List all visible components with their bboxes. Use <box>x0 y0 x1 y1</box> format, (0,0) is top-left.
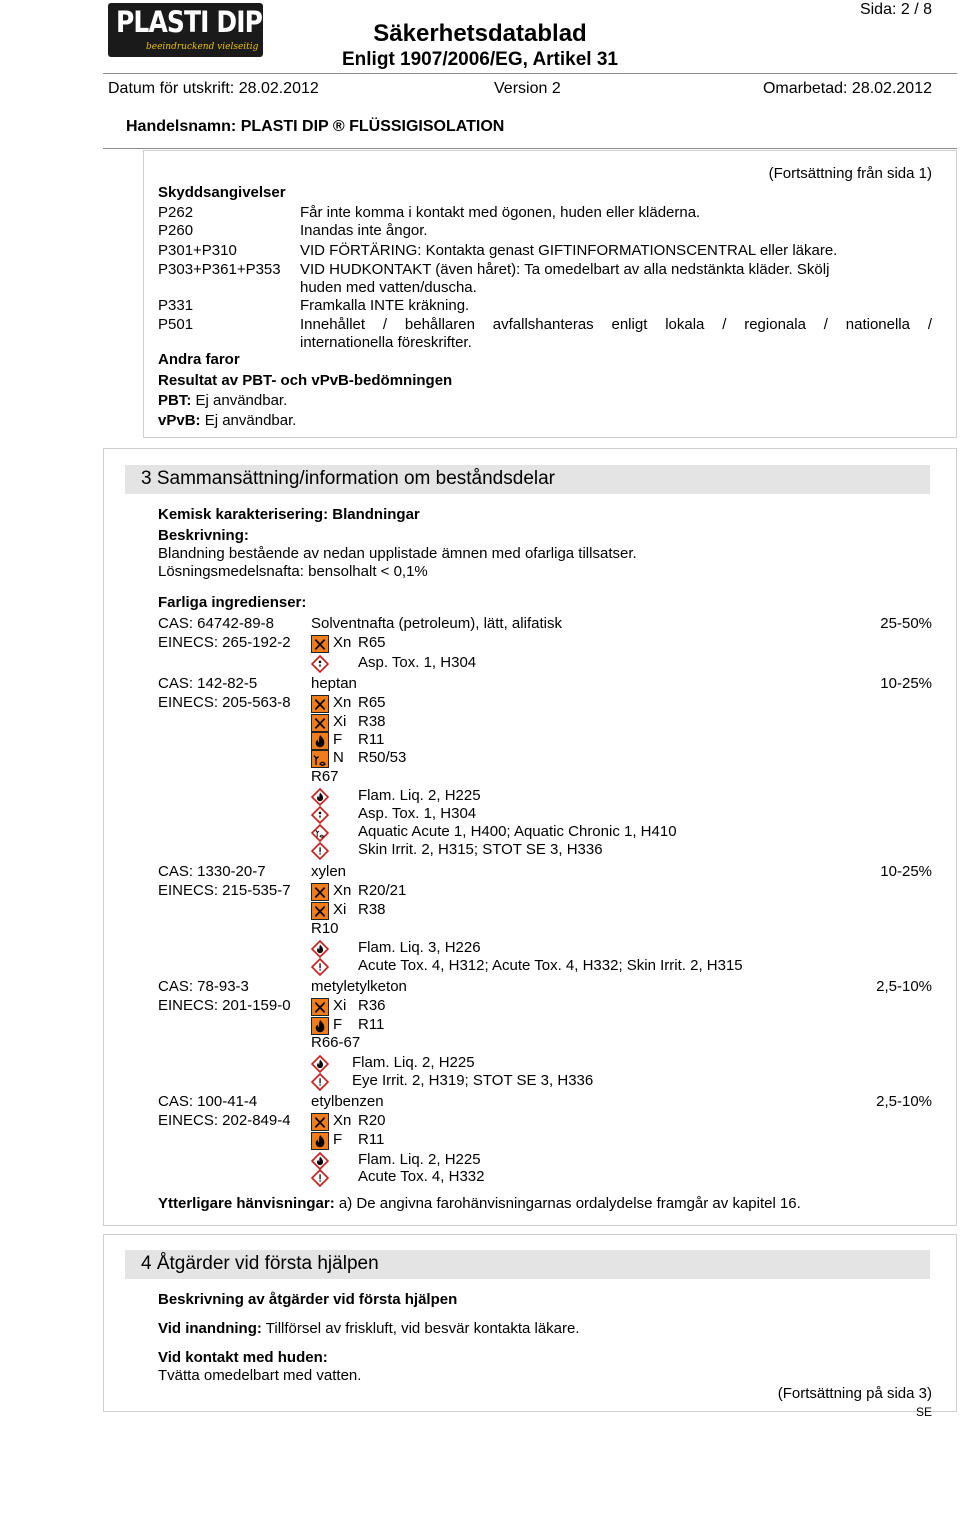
continued-to: (Fortsättning på sida 3) <box>777 1385 932 1402</box>
section-3-header <box>125 465 930 494</box>
dsd-code: N <box>333 749 344 766</box>
cas-number: CAS: 78-93-3 <box>158 978 249 995</box>
risk-phrase: R38 <box>358 713 386 730</box>
flame-icon <box>311 788 329 806</box>
logo-text: PLASTI DIP <box>116 5 263 39</box>
continued-from: (Fortsättning från sida 1) <box>768 165 932 182</box>
substance-name: Solventnafta (petroleum), lätt, alifatisk <box>311 615 562 632</box>
concentration: 2,5-10% <box>876 1093 932 1110</box>
flame-icon <box>311 1055 329 1073</box>
exclamation-icon <box>311 1073 329 1091</box>
einecs-number: EINECS: 215-535-7 <box>158 882 291 899</box>
vpvb-label: vPvB: <box>158 412 201 429</box>
extra-risk-phrase: R10 <box>311 920 339 937</box>
risk-phrase: R36 <box>358 997 386 1014</box>
einecs-number: EINECS: 205-563-8 <box>158 694 291 711</box>
vpvb-value: Ej användbar. <box>200 412 297 429</box>
substance-name: heptan <box>311 675 357 692</box>
inhalation-text: Tillförsel av friskluft, vid besvär kontakta läkare. <box>261 1320 580 1337</box>
concentration: 25-50% <box>880 615 932 632</box>
risk-phrase: R11 <box>358 1131 385 1148</box>
statement-code: P501 <box>158 316 194 333</box>
risk-phrase: R20 <box>358 1112 386 1129</box>
dsd-code: Xi <box>333 901 347 918</box>
further-label: Ytterligare hänvisningar: <box>158 1195 335 1212</box>
country-code: SE <box>915 1405 932 1419</box>
health-hazard-icon <box>311 655 329 673</box>
harmful-x-icon <box>311 902 329 920</box>
clp-classification: Flam. Liq. 2, H225 <box>358 1151 481 1168</box>
flame-icon <box>311 940 329 958</box>
environment-icon <box>311 824 329 842</box>
pbt-value: Ej användbar. <box>191 392 288 409</box>
einecs-number: EINECS: 201-159-0 <box>158 997 291 1014</box>
einecs-number: EINECS: 202-849-4 <box>158 1112 291 1129</box>
dsd-code: Xi <box>333 997 347 1014</box>
cas-number: CAS: 142-82-5 <box>158 675 258 692</box>
section-4-title: 4 Åtgärder vid första hjälpen <box>141 1253 379 1274</box>
statement-text: Inandas inte ångor. <box>300 222 428 239</box>
substance-name: etylbenzen <box>311 1093 384 1110</box>
concentration: 2,5-10% <box>876 978 932 995</box>
harmful-x-icon <box>311 714 329 732</box>
dsd-code: Xn <box>333 634 352 651</box>
skin-contact-label: Vid kontakt med huden: <box>158 1349 328 1366</box>
clp-classification: Skin Irrit. 2, H315; STOT SE 3, H336 <box>358 841 603 858</box>
clp-classification: Eye Irrit. 2, H319; STOT SE 3, H336 <box>352 1072 594 1089</box>
description-line-1: Blandning bestående av nedan upplistade ämnen med ofarliga tillsatser. <box>158 545 637 562</box>
chem-characterization: Kemisk karakterisering: Blandningar <box>158 506 420 523</box>
dsd-code: Xn <box>333 882 352 899</box>
logo-tagline: beeindruckend vielseitig <box>146 42 259 52</box>
risk-phrase: R65 <box>358 694 386 711</box>
statement-text: VID HUDKONTAKT (även håret): Ta omedelbart av alla nedstänkta kläder. Skölj <box>300 261 830 278</box>
statement-code: P331 <box>158 297 194 314</box>
clp-classification: Flam. Liq. 2, H225 <box>352 1054 475 1071</box>
substance-name: xylen <box>311 863 347 880</box>
risk-phrase: R38 <box>358 901 386 918</box>
skin-contact-text: Tvätta omedelbart med vatten. <box>158 1367 362 1384</box>
statement-code: P303+P361+P353 <box>158 261 281 278</box>
cas-number: CAS: 100-41-4 <box>158 1093 258 1110</box>
trade-name-divider <box>103 148 957 149</box>
statement-code: P262 <box>158 204 194 221</box>
harmful-x-icon <box>311 998 329 1016</box>
header-divider <box>103 73 957 74</box>
first-aid-measures: Beskrivning av åtgärder vid första hjälpen <box>158 1291 458 1308</box>
further-text: a) De angivna farohänvisningarnas ordalydelse framgår av kapitel 16. <box>334 1195 801 1212</box>
statement-text: Får inte komma i kontakt med ögonen, huden eller kläderna. <box>300 204 701 221</box>
pbt-heading: Resultat av PBT- och vPvB-bedömningen <box>158 372 453 389</box>
statement-text: Innehållet / behållaren avfallshanteras enligt lokala / regionala / nationella / <box>300 316 932 333</box>
pbt-result <box>158 392 287 409</box>
ingredients-heading: Farliga ingredienser: <box>158 594 307 611</box>
risk-phrase: R11 <box>358 1016 385 1033</box>
health-hazard-icon <box>311 806 329 824</box>
exclamation-icon <box>311 842 329 860</box>
clp-classification: Asp. Tox. 1, H304 <box>358 805 477 822</box>
exclamation-icon <box>311 958 329 976</box>
risk-phrase: R65 <box>358 634 386 651</box>
vpvb-result <box>158 412 296 429</box>
clp-classification: Aquatic Acute 1, H400; Aquatic Chronic 1, H410 <box>358 823 677 840</box>
flame-icon <box>311 1152 329 1170</box>
clp-classification: Flam. Liq. 2, H225 <box>358 787 481 804</box>
pbt-label: PBT: <box>158 392 192 409</box>
statement-code: P301+P310 <box>158 242 237 259</box>
dsd-code: F <box>333 1131 343 1148</box>
page-number: Sida: 2 / 8 <box>859 1 932 18</box>
dsd-code: Xn <box>333 694 352 711</box>
dsd-code: F <box>333 1016 343 1033</box>
further-information <box>158 1195 801 1212</box>
dsd-code: Xn <box>333 1112 352 1129</box>
statement-text: VID FÖRTÄRING: Kontakta genast GIFTINFORMATIONSCENTRAL eller läkare. <box>300 242 838 259</box>
other-hazards-heading: Andra faror <box>158 351 240 368</box>
inhalation <box>158 1320 580 1337</box>
extra-risk-phrase: R67 <box>311 768 339 785</box>
cas-number: CAS: 64742-89-8 <box>158 615 274 632</box>
statement-text-continued: internationella föreskrifter. <box>300 334 472 351</box>
trade-name: Handelsnamn: PLASTI DIP ® FLÜSSIGISOLATION <box>126 118 505 135</box>
concentration: 10-25% <box>880 863 932 880</box>
einecs-number: EINECS: 265-192-2 <box>158 634 291 651</box>
dsd-code: Xi <box>333 713 347 730</box>
clp-classification: Acute Tox. 4, H332 <box>358 1168 485 1185</box>
environment-icon <box>311 750 329 768</box>
flame-icon <box>311 732 329 750</box>
risk-phrase: R50/53 <box>358 749 407 766</box>
extra-risk-phrase: R66-67 <box>311 1034 361 1051</box>
clp-classification: Asp. Tox. 1, H304 <box>358 654 477 671</box>
document-subtitle: Enligt 1907/2006/EG, Artikel 31 <box>342 49 618 70</box>
inhalation-label: Vid inandning: <box>158 1320 262 1337</box>
risk-phrase: R11 <box>358 731 385 748</box>
document-title: Säkerhetsdatablad <box>373 20 587 47</box>
risk-phrase: R20/21 <box>358 882 407 899</box>
statement-text-continued: huden med vatten/duscha. <box>300 279 477 296</box>
statement-text: Framkalla INTE kräkning. <box>300 297 470 314</box>
description-line-2: Lösningsmedelsnafta: bensolhalt < 0,1% <box>158 563 428 580</box>
dsd-code: F <box>333 731 343 748</box>
precaution-heading: Skyddsangivelser <box>158 184 286 201</box>
exclamation-icon <box>311 1169 329 1187</box>
harmful-x-icon <box>311 695 329 713</box>
version: Version 2 <box>494 80 561 97</box>
statement-code: P260 <box>158 222 194 239</box>
harmful-x-icon <box>311 883 329 901</box>
revised-date: Omarbetad: 28.02.2012 <box>762 80 932 97</box>
concentration: 10-25% <box>880 675 932 692</box>
clp-classification: Flam. Liq. 3, H226 <box>358 939 481 956</box>
substance-name: metyletylketon <box>311 978 407 995</box>
flame-icon <box>311 1017 329 1035</box>
section-4-header <box>125 1250 930 1279</box>
harmful-x-icon <box>311 635 329 653</box>
description-label: Beskrivning: <box>158 527 249 544</box>
print-date: Datum för utskrift: 28.02.2012 <box>108 80 319 97</box>
section-3-title: 3 Sammansättning/information om beståndsdelar <box>141 468 556 489</box>
harmful-x-icon <box>311 1113 329 1131</box>
flame-icon <box>311 1132 329 1150</box>
clp-classification: Acute Tox. 4, H312; Acute Tox. 4, H332; Skin Irrit. 2, H315 <box>358 957 743 974</box>
cas-number: CAS: 1330-20-7 <box>158 863 266 880</box>
